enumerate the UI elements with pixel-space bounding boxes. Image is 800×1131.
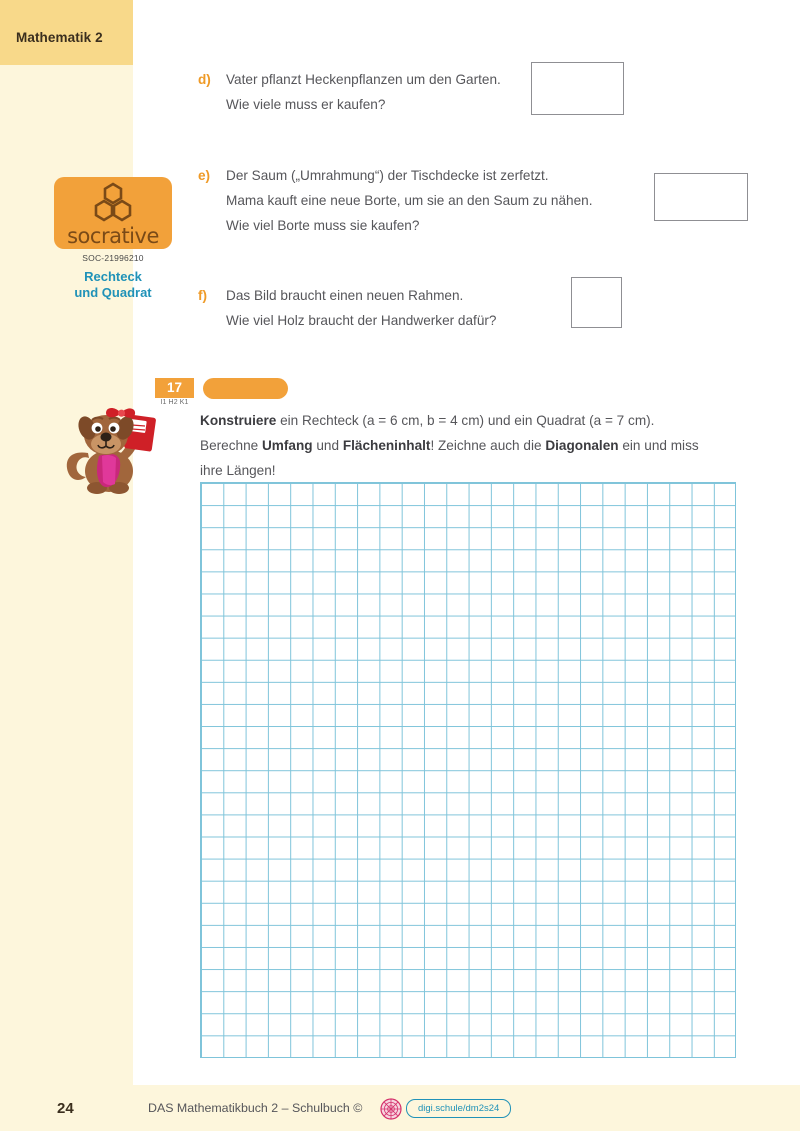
- sidebar-band: [0, 0, 133, 1131]
- task-d-line-1: Vater pflanzt Heckenpflanzen um den Garten.: [226, 72, 501, 87]
- socrative-topic: [54, 269, 172, 302]
- exercise-17-l2-c: ! Zeichne auch die: [430, 438, 546, 453]
- socrative-logo: [54, 177, 172, 249]
- task-d-line-2: Wie viele muss er kaufen?: [226, 97, 386, 112]
- task-e-line-3: Wie viel Borte muss sie kaufen?: [226, 218, 420, 233]
- exercise-17-instructions: [200, 408, 748, 483]
- task-f-marker: f): [198, 288, 208, 303]
- answer-box-f[interactable]: [571, 277, 622, 328]
- task-f-line-1: Das Bild braucht einen neuen Rahmen.: [226, 288, 464, 303]
- exercise-17-line-1: [200, 408, 748, 433]
- exercise-17-l2-a: Berechne: [200, 438, 262, 453]
- socrative-block: [54, 177, 172, 302]
- socrative-topic-line1: Rechteck: [84, 269, 142, 284]
- socrative-topic-line2: und Quadrat: [74, 285, 152, 301]
- subject-header-title: Mathematik 2: [16, 30, 103, 45]
- task-e-line-2: Mama kauft eine neue Borte, um sie an den Saum zu nähen.: [226, 193, 593, 208]
- answer-box-d[interactable]: [531, 62, 624, 115]
- exercise-17-term-flaecheninhalt: Flächeninhalt: [342, 438, 431, 453]
- exercise-17-l2-d: ein und miss: [618, 438, 699, 453]
- exercise-topic-pill: [203, 378, 288, 399]
- task-d: [198, 67, 526, 117]
- exercise-17-line-1-rest: ein Rechteck (a = 6 cm, b = 4 cm) und ein Quadrat (a = 7 cm).: [276, 413, 655, 428]
- page-number: 24: [57, 1100, 74, 1117]
- exercise-17-term-umfang: Umfang: [261, 438, 313, 453]
- exercise-number-badge: 17: [155, 378, 194, 398]
- task-e-line-1: Der Saum („Umrahmung“) der Tischdecke ist zerfetzt.: [226, 168, 549, 183]
- footer-copyright-text: DAS Mathematikbuch 2 – Schulbuch ©: [148, 1101, 363, 1115]
- publisher-logo-icon: [380, 1098, 402, 1120]
- exercise-17-term-diagonalen: Diagonalen: [545, 438, 619, 453]
- bow-icon: [106, 408, 135, 418]
- digital-edition-link[interactable]: digi.schule/dm2s24: [406, 1099, 511, 1118]
- task-d-marker: d): [198, 72, 211, 87]
- socrative-wordmark: socrative: [67, 224, 159, 248]
- task-f-line-2: Wie viel Holz braucht der Handwerker dafür?: [226, 313, 497, 328]
- exercise-competency-codes: I1 H2 K1: [160, 399, 189, 406]
- honeycomb-icon: [90, 182, 136, 226]
- graph-paper-work-area[interactable]: [200, 482, 736, 1058]
- exercise-17-line-3: ihre Längen!: [200, 463, 276, 478]
- socrative-room-code: SOC-21996210: [82, 253, 144, 263]
- exercise-17-verb: Konstruiere: [200, 413, 277, 428]
- task-e-marker: e): [198, 168, 211, 183]
- dog-mascot-illustration: [62, 398, 158, 498]
- task-f: [198, 283, 556, 333]
- task-e: [198, 163, 656, 238]
- answer-box-e[interactable]: [654, 173, 748, 221]
- exercise-17-line-2: [200, 433, 748, 458]
- exercise-17-l2-b: und: [312, 438, 343, 453]
